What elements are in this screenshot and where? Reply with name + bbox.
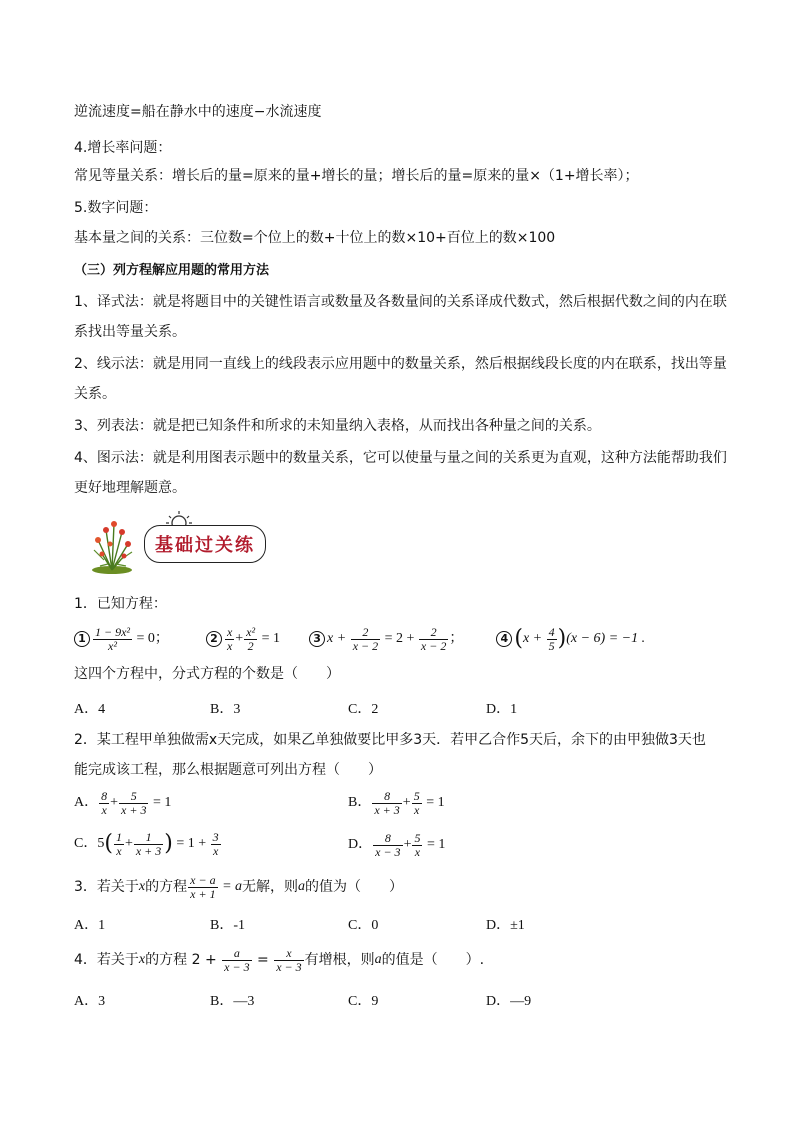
digit-problem-title: 5.数字问题： [74, 200, 158, 216]
banner-title: 基础过关练 [155, 535, 255, 556]
method-4-line-2: 更好地理解题意。 [74, 480, 186, 496]
growth-rate-title: 4.增长率问题： [74, 140, 172, 156]
method-2-line-2: 关系。 [74, 386, 116, 402]
q1-equations: 1 $\frac{\text{1 − 9x²}}{\text{x²}}$ = 0； 2 $\frac{x}{x}$ + $\frac{\text{x²}}{2}$ = 1 3 x + $\frac{2}{x - 2}$ = 2 + $\frac{2}{x - 2}$ ； 4 (x + $\frac{4}{5}$ )(x − 6) = −1 . [74, 624, 645, 654]
q1-option-b[interactable]: B．3 [210, 702, 241, 717]
q2-stem-line-2: 能完成该工程，那么根据题意可列出方程（ ） [74, 762, 382, 778]
circled-4-icon: 4 [496, 631, 512, 647]
q4-option-b[interactable]: B．—3 [210, 994, 255, 1009]
q1-option-d[interactable]: D．1 [486, 702, 518, 717]
method-1-line-1: 1、译式法：就是将题目中的关键性语言或数量及各数量间的关系译成代数式，然后根据代数之间的内在联 [74, 294, 727, 310]
q1-stem: 1．已知方程： [74, 596, 167, 612]
q3-option-b[interactable]: B．-1 [210, 918, 245, 933]
q1-eq3-fraction-a: $\frac{2}{x - 2}$ [352, 624, 379, 653]
method-4-line-1: 4、图示法：就是利用图表示题中的数量关系，它可以使量与量之间的关系更为直观，这种方法能帮助我们 [74, 450, 727, 466]
method-3-line-1: 3、列表法：就是把已知条件和所求的未知量纳入表格，从而找出各种量之间的关系。 [74, 418, 601, 434]
q4-fraction-b: $\frac{x}{x - 3}$ [276, 945, 302, 974]
q4-fraction-a: $\frac{a}{x - 3}$ [224, 945, 250, 974]
q3-option-c[interactable]: C．0 [348, 918, 379, 933]
flower-plant-icon [84, 510, 144, 574]
q1-eq2-fraction-b: $\frac{\text{x²}}{2}$ [246, 624, 256, 653]
section-banner [84, 510, 284, 576]
q4-stem: 4．若关于x的方程 2 + $\frac{a}{x - 3}$ = $\frac{x}{x - 3}$ 有增根，则a的值是（ ）. [74, 945, 485, 974]
circled-1-icon: 1 [74, 631, 90, 647]
q3-option-d[interactable]: D．±1 [486, 918, 525, 933]
q3-fraction: $\frac{x - a}{x + 1}$ [190, 872, 216, 901]
method-1-line-2: 系找出等量关系。 [74, 324, 186, 340]
circled-2-icon: 2 [206, 631, 222, 647]
methods-heading: （三）列方程解应用题的常用方法 [74, 263, 270, 278]
q3-option-a[interactable]: A．1 [74, 918, 106, 933]
q4-option-a[interactable]: A．3 [74, 994, 106, 1009]
q1-question: 这四个方程中，分式方程的个数是（ ） [74, 666, 340, 682]
q2-stem-line-1: 2．某工程甲单独做需x天完成，如果乙单独做要比甲多3天．若甲乙合作5天后，余下的由甲独做3天也 [74, 732, 706, 748]
q1-option-a[interactable]: A．4 [74, 702, 106, 717]
q1-eq2-fraction-a: $\frac{x}{x}$ [226, 624, 233, 653]
q2-option-a[interactable]: A． $\frac{8}{x}$ + $\frac{5}{x + 3}$ = 1 [74, 788, 172, 817]
banner-title-box [144, 525, 266, 563]
method-2-line-1: 2、线示法：就是用同一直线上的线段表示应用题中的数量关系，然后根据线段长度的内在联系，找出等量 [74, 356, 727, 372]
q2-option-d[interactable]: D． $\frac{8}{x - 3}$ + $\frac{5}{x}$ = 1 [348, 830, 446, 859]
q2-option-b[interactable]: B． $\frac{8}{x + 3}$ + $\frac{5}{x}$ = 1 [348, 788, 445, 817]
upstream-speed-formula: 逆流速度=船在静水中的速度−水流速度 [74, 104, 322, 120]
q2-option-c[interactable]: C．5( $\frac{1}{x}$ + $\frac{1}{x + 3}$ ) = 1 + $\frac{3}{x}$ [74, 829, 219, 858]
circled-3-icon: 3 [309, 631, 325, 647]
q4-option-c[interactable]: C．9 [348, 994, 379, 1009]
q3-stem: 3．若关于x的方程 $\frac{x - a}{x + 1}$ = a无解，则a的值为（ ） [74, 872, 404, 901]
digit-problem-relation: 基本量之间的关系：三位数=个位上的数+十位上的数×10+百位上的数×100 [74, 230, 556, 246]
q1-eq3-fraction-b: $\frac{2}{x - 2}$ [420, 624, 447, 653]
growth-rate-relation: 常见等量关系：增长后的量=原来的量+增长的量；增长后的量=原来的量×（1+增长率）； [74, 168, 639, 184]
q4-option-d[interactable]: D．—9 [486, 994, 532, 1009]
q1-eq1-fraction: $\frac{\text{1 − 9x²}}{\text{x²}}$ [95, 624, 131, 653]
q1-option-c[interactable]: C．2 [348, 702, 379, 717]
q1-eq4-fraction: $\frac{4}{5}$ [548, 624, 555, 653]
